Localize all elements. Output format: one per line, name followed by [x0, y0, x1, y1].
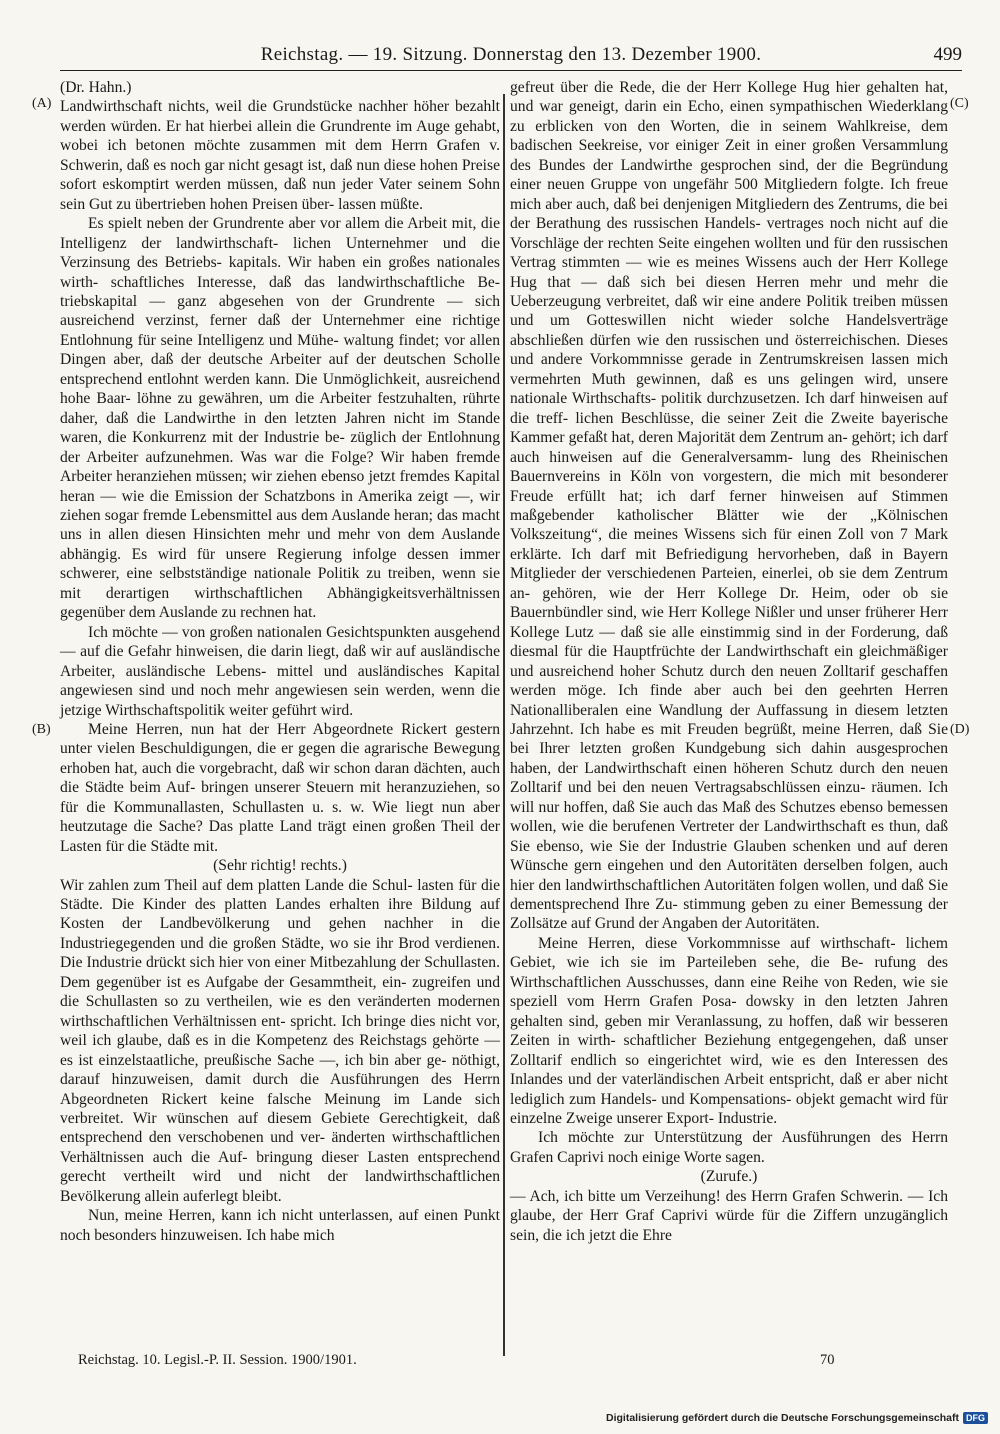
page-number: 499	[933, 44, 962, 65]
paragraph: Es spielt neben der Grundrente aber vor allem die Arbeit mit, die Intelligenz der landwirthschaft- lichen Unternehmer und die Verzinsung des Betriebs- kapitals. Wir haben ein großes nationales wirth- schaftliches Interesse, daß das landwirthschaftliche Be- triebskapital — ganz abgesehen von der Grundrente — sich ausreichend verzinst, ferner daß der Unternehmer eine richtige Entlohnung für seine Intelligenz und Mühe- waltung findet; vor allen Dingen aber, daß der deutsche Arbeiter auf der deutschen Scholle entsprechend entlohnt werden kann. Die Unmöglichkeit, ausreichend hohe Baar- löhne zu gewähren, um die Arbeiter festzuhalten, rührte daher, daß die Landwirthe in den letzten Jahren nicht im Stande waren, die Konkurrenz mit der Industrie be- züglich der Entlohnung der Arbeiter aufzunehmen. Was war die Folge? Wir haben fremde Arbeiter heranziehen müssen; wir ziehen ebenso jetzt fremdes Kapital heran — wie die Emission der Schatzbons in Amerika zeigt —, wir ziehen sogar fremde Lebensmittel aus dem Auslande heran; das macht uns in allen diesen Hinsichten mehr und mehr von dem Auslande abhängig. Es wird für unsere Regierung infolge dessen immer schwerer, eine selbstständige nationale Politik zu treiben, wenn sie mit derartigen wirthschaftlichen Abhängigkeitsverhältnissen gegenüber dem Auslande zu rechnen hat.	[60, 215, 500, 622]
paragraph: gefreut über die Rede, die der Herr Kollege Hug hier gehalten hat, und war geneigt, darin ein Echo, einen sympathischen Wiederklang zu erblicken von den Worten, die in seinem Wahlkreise, dem badischen Seekreise, vor einiger Zeit in einer großen Versammlung des Bundes der Landwirthe gesprochen sind, der die Begründung einer neuen Gruppe von ungefähr 500 Mitgliedern folgte. Ich freue mich aber auch, daß bei denjenigen Mitgliedern des Zentrums, die bei der Berathung des russischen Handels- vertrages noch nicht auf die Vorschläge der rechten Seite eingehen wollten und für den russischen Vertrag stimmten — wie es meines Wissens auch der Herr Kollege Hug that — daß sich bei diesen Herren mehr und mehr die Ueberzeugung verbreitet, daß wir eine andere Politik treiben müssen und um Gotteswillen nicht wieder solche Handelsverträge abschließen dürfen wie den russischen und österreichischen. Dieses und andere Vorkommnisse gerade in Zentrumskreisen lassen mich vermehrten Muth gewinnen, daß es uns gelingen wird, unsere nationale Wirthschafts- politik durchzusetzen. Ich darf hinweisen auf die treff- lichen Beschlüsse, die seiner Zeit die Zweite bayerische Kammer gefaßt hat, deren Majorität dem Zentrum an- gehört; ich darf auch hinweisen auf die Generalversamm- lung des Rheinischen Bauernvereins in Köln von vorgestern, die mich mit besonderer Freude erfüllt hat; ich darf ferner hinweisen auf Stimmen maßgebender katholischer Blätter wie der „Kölnischen Volkszeitung“, die meines Wissens sich für einen Zoll von 7 Mark erklärte. Ich darf mit Befriedigung hervorheben, daß in Bayern Mitglieder der verschiedenen Parteien, einerlei, ob sie dem Zentrum an- gehören, wie der Herr Kollege Dr. Heim, oder ob sie Bauernbündler sind, wie Herr Kollege Nißler und unser früherer Herr Kollege Lutz — daß sie alle einstimmig sind in der Forderung, daß diesmal für die Hauptfrüchte der Landwirthschaft ein gleichmäßiger und ausreichend hoher Schutz durch den neuen Zolltarif geschaffen werden möge. Ich finde aber auch bei den geehrten Herren Nationalliberalen eine Wandlung der Auffassung in diesem letzten Jahrzehnt. Ich habe es mit Freuden begrüßt, meine Herren, daß Sie bei Ihrer letzten großen Kundgebung sich dahin ausgesprochen haben, der Landwirthschaft einen höheren Schutz durch den neuen Zolltarif und bei den neuen Vertragsabschlüssen einzu- räumen. Ich will nur hoffen, daß Sie auch das Maß des Schutzes ebenso bemessen wollen, wie die berufenen Vertreter der Landwirthschaft es thun, daß Sie ebenso, wie Sie der Industrie Glauben schenken und auf deren Wünsche gern eingehen und den Autoritäten derselben folgen, auch hier den landwirthschaftlichen Autoritäten folgen wollen, und daß Sie dementsprechend Ihre Zu- stimmung geben zu einer Bemessung der Zollsätze auf Grund der Angaben der Autoritäten.	[510, 79, 948, 933]
paragraph: Nun, meine Herren, kann ich nicht unterlassen, auf einen Punkt noch besonders hinzuweisen. Ich habe mich	[60, 1207, 500, 1244]
interjection: (Zurufe.)	[700, 1168, 758, 1186]
paragraph: Meine Herren, nun hat der Herr Abgeordnete Rickert gestern unter vielen Beschuldigungen, die er gegen die agrarische Bewegung erhoben hat, auch die vorgebracht, daß wir schon daran dächten, auch die Städte beim Auf- bringen unserer Steuern mit heranzuziehen, so für die Kommunallasten, Schullasten u. s. w. Wie liegt nun aber heutzutage die Sache? Das platte Land trägt einen großen Theil der Lasten für die Städte mit.	[60, 720, 500, 855]
digitization-credit	[606, 1412, 988, 1424]
margin-marker-b: (B)	[32, 722, 51, 737]
paragraph: Ich möchte zur Unterstützung der Ausführungen des Herrn Grafen Caprivi noch einige Worte sagen.	[510, 1129, 948, 1166]
page-header	[60, 44, 962, 71]
speaker-label: (Dr. Hahn.)	[60, 79, 132, 96]
margin-marker-a: (A)	[32, 96, 52, 111]
right-column	[510, 78, 948, 1245]
footer-session-info: Reichstag. 10. Legisl.-P. II. Session. 1900/1901.	[78, 1352, 357, 1368]
paragraph: Ich möchte — von großen nationalen Gesichtspunkten ausgehend — auf die Gefahr hinweisen, die darin liegt, daß wir auf ausländische Arbeiter, ausländische Lebens- mittel und ausländisches Kapital angewiesen sind und noch mehr angewiesen sein werden, wenn die jetzige Wirthschaftspolitik weiter geführt wird.	[60, 623, 500, 719]
interjection: (Sehr richtig! rechts.)	[213, 857, 347, 875]
column-divider	[503, 94, 505, 1356]
paragraph: Wir zahlen zum Theil auf dem platten Lande die Schul- lasten für die Städte. Die Kinder des platten Landes erhalten ihre Bildung auf Kosten der Landbevölkerung und gehen nachher in die Industriegegenden und die großen Städte, wo sie ihr Brod verdienen. Die Industrie drückt sich hier von einer Mitbezahlung der Schullasten. Dem gegenüber ist es Aufgabe der Gesammtheit, ein- zugreifen und die Schullasten so zu vertheilen, wie es den veränderten modernen wirthschaftlichen Verhältnissen ent- spricht. Ich bringe dies nicht vor, weil ich glaube, daß es in die Kompetenz des Reichstags gehörte — es ist einzelstaatliche, preußische Sache —, ich bin aber ge- nöthigt, darauf hinzuweisen, damit durch die Ausführungen des Herrn Abgeordneten Rickert keine falsche Meinung im Lande sich verbreitet. Wir wünschen auf diesem Gebiete Gerechtigkeit, daß entsprechend den verschobenen und ver- änderten wirthschaftlichen Verhältnissen auch die Auf- bringung dieser Lasten entsprechend gerecht vertheilt wird und nicht der landwirthschaftlichen Bevölkerung allein auferlegt bleibt.	[60, 876, 500, 1205]
paragraph: Landwirthschaft nichts, weil die Grundstücke nachher höher bezahlt werden würden. Er hat hierbei allein die Grundrente im Auge gehabt, wobei ich betonen möchte zusammen mit dem Herrn Grafen v. Schwerin, daß es noch gar nicht gesagt ist, daß nun diese hohen Preise sofort eskomptirt werden müssen, daß nun jeder Vater seinem Sohn sein Gut zu übertrieben hohen Preisen über- lassen müßte.	[60, 98, 500, 213]
paragraph: — Ach, ich bitte um Verzeihung! des Herrn Grafen Schwerin. — Ich glaube, der Herr Graf Caprivi würde für die Ziffern unzugänglich sein, die ich jetzt die Ehre	[510, 1187, 948, 1244]
credit-text: Digitalisierung gefördert durch die Deutsche Forschungsgemeinschaft	[606, 1412, 959, 1424]
footer-signature: 70	[820, 1352, 835, 1368]
left-column	[60, 78, 500, 1245]
margin-marker-d: (D)	[950, 722, 970, 737]
margin-marker-c: (C)	[950, 96, 969, 111]
page-title: Reichstag. — 19. Sitzung. Donnerstag den 13. Dezember 1900.	[260, 44, 762, 65]
dfg-logo-icon: DFG	[963, 1412, 988, 1424]
paragraph: Meine Herren, diese Vorkommnisse auf wirthschaft- lichem Gebiet, wie ich sie im Parteileben sehe, die Be- rufung des Wirthschaftlichen Ausschusses, dann eine Reihe von Reden, wie sie speziell vom Herrn Grafen Posa- dowsky in den letzten Jahren gehalten sind, geben mir Veranlassung, zu hoffen, daß wir besseren Zeiten in wirth- schaftlicher Beziehung entgegengehen, daß unser Zolltarif endlich so eingerichtet wird, wie es den Interessen des Inlandes und der vaterländischen Arbeit entspricht, daß er aber nicht lediglich zum Handels- und Kompensations- objekt gemacht wird für einzelne Zweige unserer Export- Industrie.	[510, 934, 948, 1128]
